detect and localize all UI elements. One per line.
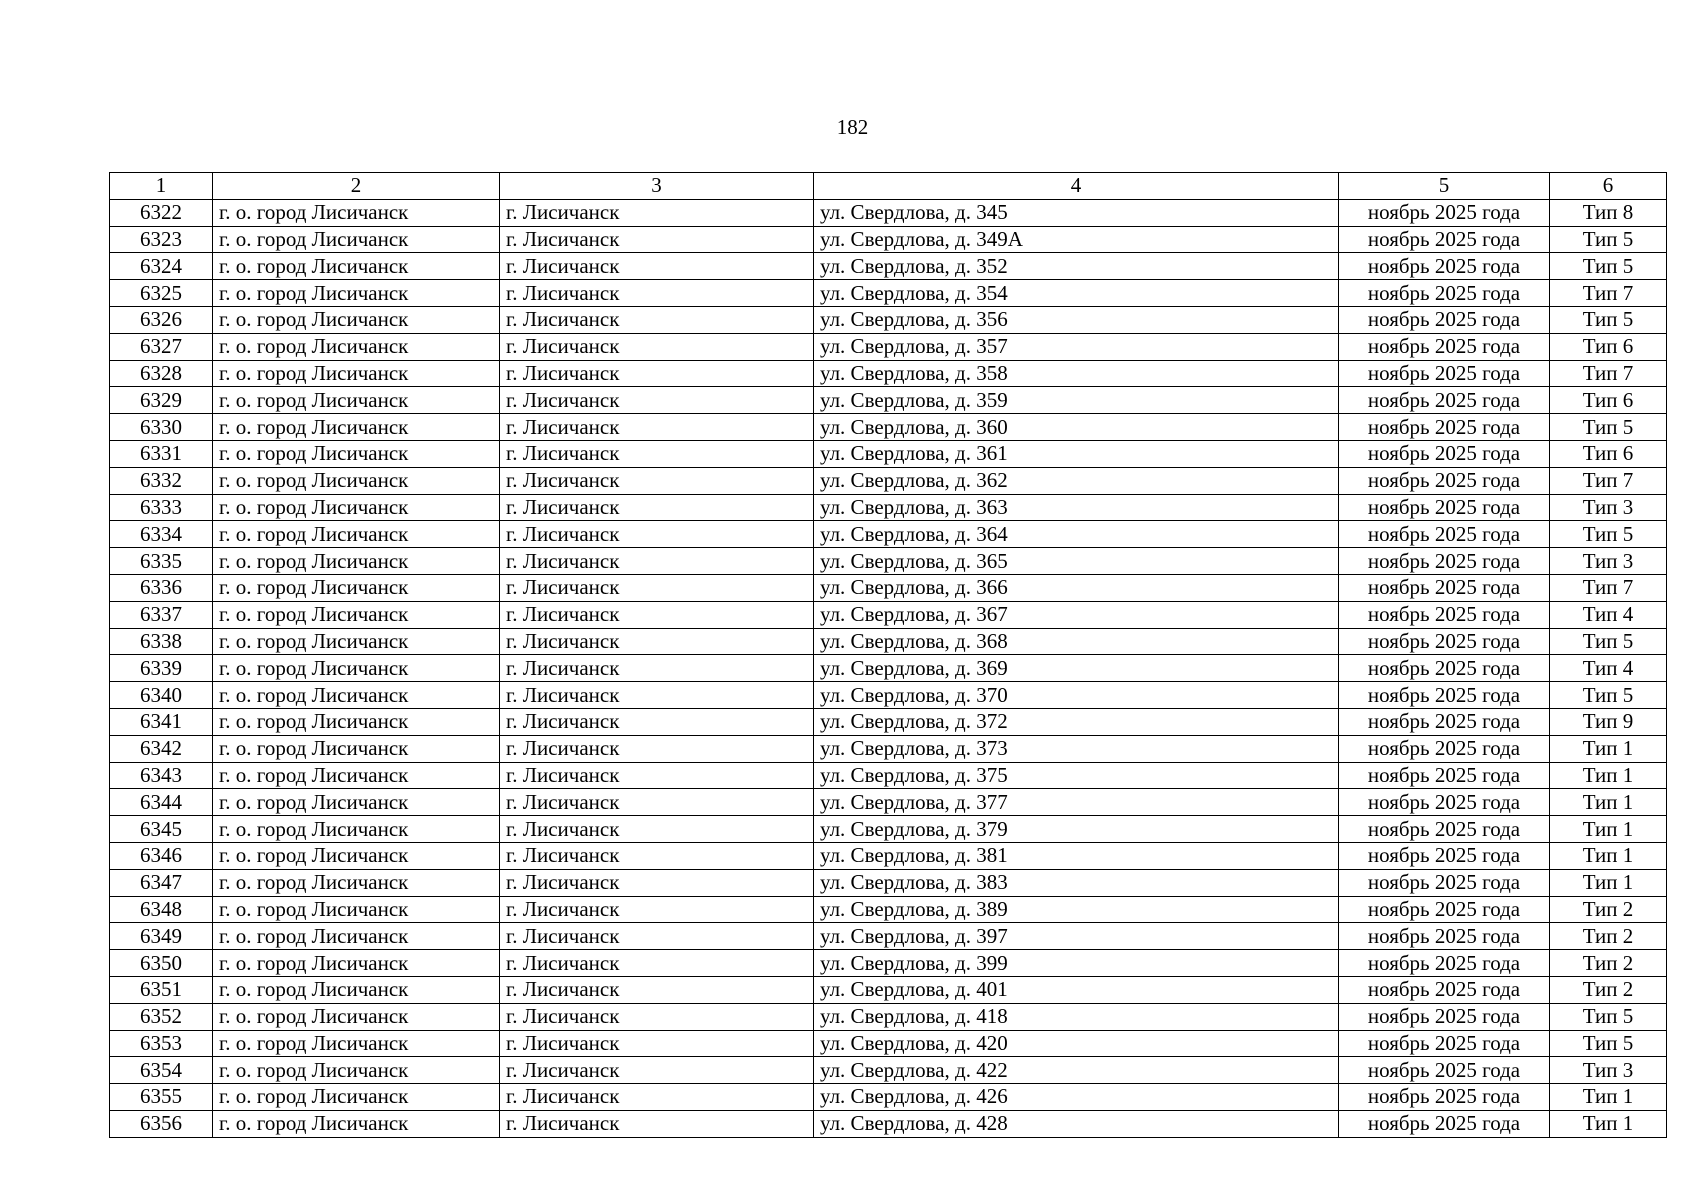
table-row xyxy=(110,574,1667,601)
cell-row-number: 6335 xyxy=(110,548,213,575)
cell-type: Тип 1 xyxy=(1550,869,1667,896)
cell-row-number: 6344 xyxy=(110,789,213,816)
cell-type: Тип 6 xyxy=(1550,333,1667,360)
cell-district: г. о. город Лисичанск xyxy=(213,360,500,387)
cell-locality: г. Лисичанск xyxy=(500,896,814,923)
cell-district: г. о. город Лисичанск xyxy=(213,735,500,762)
cell-date: ноябрь 2025 года xyxy=(1339,440,1550,467)
cell-locality: г. Лисичанск xyxy=(500,1084,814,1111)
cell-district: г. о. город Лисичанск xyxy=(213,414,500,441)
cell-district: г. о. город Лисичанск xyxy=(213,521,500,548)
cell-locality: г. Лисичанск xyxy=(500,708,814,735)
cell-date: ноябрь 2025 года xyxy=(1339,467,1550,494)
table-row xyxy=(110,869,1667,896)
cell-row-number: 6355 xyxy=(110,1084,213,1111)
cell-date: ноябрь 2025 года xyxy=(1339,226,1550,253)
cell-date: ноябрь 2025 года xyxy=(1339,896,1550,923)
cell-date: ноябрь 2025 года xyxy=(1339,1003,1550,1030)
cell-locality: г. Лисичанск xyxy=(500,1003,814,1030)
cell-type: Тип 6 xyxy=(1550,440,1667,467)
cell-date: ноябрь 2025 года xyxy=(1339,253,1550,280)
cell-row-number: 6334 xyxy=(110,521,213,548)
cell-address: ул. Свердлова, д. 363 xyxy=(814,494,1339,521)
column-header-1: 1 xyxy=(110,173,213,200)
cell-district: г. о. город Лисичанск xyxy=(213,601,500,628)
cell-row-number: 6329 xyxy=(110,387,213,414)
cell-address: ул. Свердлова, д. 354 xyxy=(814,280,1339,307)
table-body xyxy=(110,199,1667,1137)
cell-type: Тип 1 xyxy=(1550,735,1667,762)
cell-address: ул. Свердлова, д. 420 xyxy=(814,1030,1339,1057)
table-row xyxy=(110,199,1667,226)
table-row xyxy=(110,414,1667,441)
cell-locality: г. Лисичанск xyxy=(500,923,814,950)
cell-type: Тип 7 xyxy=(1550,467,1667,494)
cell-address: ул. Свердлова, д. 377 xyxy=(814,789,1339,816)
cell-locality: г. Лисичанск xyxy=(500,950,814,977)
cell-locality: г. Лисичанск xyxy=(500,1057,814,1084)
cell-locality: г. Лисичанск xyxy=(500,414,814,441)
cell-type: Тип 4 xyxy=(1550,655,1667,682)
table-row xyxy=(110,976,1667,1003)
cell-locality: г. Лисичанск xyxy=(500,816,814,843)
cell-district: г. о. город Лисичанск xyxy=(213,816,500,843)
cell-date: ноябрь 2025 года xyxy=(1339,1030,1550,1057)
cell-district: г. о. город Лисичанск xyxy=(213,494,500,521)
cell-address: ул. Свердлова, д. 352 xyxy=(814,253,1339,280)
cell-address: ул. Свердлова, д. 361 xyxy=(814,440,1339,467)
cell-type: Тип 7 xyxy=(1550,574,1667,601)
cell-locality: г. Лисичанск xyxy=(500,440,814,467)
cell-address: ул. Свердлова, д. 375 xyxy=(814,762,1339,789)
cell-locality: г. Лисичанск xyxy=(500,976,814,1003)
cell-row-number: 6348 xyxy=(110,896,213,923)
table-row xyxy=(110,440,1667,467)
cell-locality: г. Лисичанск xyxy=(500,842,814,869)
cell-address: ул. Свердлова, д. 364 xyxy=(814,521,1339,548)
cell-date: ноябрь 2025 года xyxy=(1339,735,1550,762)
table-row xyxy=(110,253,1667,280)
cell-date: ноябрь 2025 года xyxy=(1339,628,1550,655)
cell-row-number: 6328 xyxy=(110,360,213,387)
cell-type: Тип 5 xyxy=(1550,414,1667,441)
cell-address: ул. Свердлова, д. 345 xyxy=(814,199,1339,226)
cell-district: г. о. город Лисичанск xyxy=(213,628,500,655)
table-row xyxy=(110,708,1667,735)
cell-locality: г. Лисичанск xyxy=(500,601,814,628)
cell-district: г. о. город Лисичанск xyxy=(213,896,500,923)
cell-district: г. о. город Лисичанск xyxy=(213,789,500,816)
cell-locality: г. Лисичанск xyxy=(500,253,814,280)
cell-date: ноябрь 2025 года xyxy=(1339,950,1550,977)
cell-type: Тип 9 xyxy=(1550,708,1667,735)
cell-locality: г. Лисичанск xyxy=(500,306,814,333)
cell-locality: г. Лисичанск xyxy=(500,735,814,762)
cell-date: ноябрь 2025 года xyxy=(1339,1057,1550,1084)
cell-date: ноябрь 2025 года xyxy=(1339,789,1550,816)
cell-locality: г. Лисичанск xyxy=(500,521,814,548)
cell-type: Тип 5 xyxy=(1550,1030,1667,1057)
cell-address: ул. Свердлова, д. 397 xyxy=(814,923,1339,950)
cell-row-number: 6331 xyxy=(110,440,213,467)
table-row xyxy=(110,280,1667,307)
cell-address: ул. Свердлова, д. 360 xyxy=(814,414,1339,441)
cell-address: ул. Свердлова, д. 426 xyxy=(814,1084,1339,1111)
cell-district: г. о. город Лисичанск xyxy=(213,1057,500,1084)
table-row xyxy=(110,1057,1667,1084)
cell-date: ноябрь 2025 года xyxy=(1339,521,1550,548)
cell-row-number: 6323 xyxy=(110,226,213,253)
table-row xyxy=(110,762,1667,789)
cell-district: г. о. город Лисичанск xyxy=(213,440,500,467)
cell-address: ул. Свердлова, д. 389 xyxy=(814,896,1339,923)
cell-locality: г. Лисичанск xyxy=(500,682,814,709)
cell-address: ул. Свердлова, д. 379 xyxy=(814,816,1339,843)
cell-district: г. о. город Лисичанск xyxy=(213,467,500,494)
cell-date: ноябрь 2025 года xyxy=(1339,1084,1550,1111)
cell-type: Тип 5 xyxy=(1550,226,1667,253)
cell-address: ул. Свердлова, д. 418 xyxy=(814,1003,1339,1030)
cell-district: г. о. город Лисичанск xyxy=(213,950,500,977)
cell-type: Тип 5 xyxy=(1550,628,1667,655)
cell-type: Тип 1 xyxy=(1550,842,1667,869)
cell-district: г. о. город Лисичанск xyxy=(213,869,500,896)
cell-row-number: 6345 xyxy=(110,816,213,843)
cell-type: Тип 1 xyxy=(1550,1110,1667,1137)
cell-district: г. о. город Лисичанск xyxy=(213,306,500,333)
cell-date: ноябрь 2025 года xyxy=(1339,360,1550,387)
cell-address: ул. Свердлова, д. 422 xyxy=(814,1057,1339,1084)
cell-date: ноябрь 2025 года xyxy=(1339,842,1550,869)
column-header-6: 6 xyxy=(1550,173,1667,200)
cell-locality: г. Лисичанск xyxy=(500,869,814,896)
cell-address: ул. Свердлова, д. 368 xyxy=(814,628,1339,655)
cell-type: Тип 7 xyxy=(1550,360,1667,387)
table-row xyxy=(110,548,1667,575)
cell-date: ноябрь 2025 года xyxy=(1339,548,1550,575)
cell-row-number: 6333 xyxy=(110,494,213,521)
cell-district: г. о. город Лисичанск xyxy=(213,682,500,709)
cell-row-number: 6346 xyxy=(110,842,213,869)
cell-locality: г. Лисичанск xyxy=(500,467,814,494)
table-row xyxy=(110,1110,1667,1137)
table-row xyxy=(110,816,1667,843)
cell-date: ноябрь 2025 года xyxy=(1339,199,1550,226)
cell-type: Тип 2 xyxy=(1550,923,1667,950)
cell-date: ноябрь 2025 года xyxy=(1339,280,1550,307)
cell-locality: г. Лисичанск xyxy=(500,655,814,682)
cell-date: ноябрь 2025 года xyxy=(1339,762,1550,789)
cell-date: ноябрь 2025 года xyxy=(1339,682,1550,709)
cell-row-number: 6342 xyxy=(110,735,213,762)
table-row xyxy=(110,655,1667,682)
cell-address: ул. Свердлова, д. 349А xyxy=(814,226,1339,253)
cell-address: ул. Свердлова, д. 357 xyxy=(814,333,1339,360)
cell-locality: г. Лисичанск xyxy=(500,333,814,360)
cell-locality: г. Лисичанск xyxy=(500,494,814,521)
cell-row-number: 6340 xyxy=(110,682,213,709)
cell-row-number: 6332 xyxy=(110,467,213,494)
cell-row-number: 6338 xyxy=(110,628,213,655)
cell-row-number: 6347 xyxy=(110,869,213,896)
cell-row-number: 6337 xyxy=(110,601,213,628)
cell-row-number: 6327 xyxy=(110,333,213,360)
cell-row-number: 6350 xyxy=(110,950,213,977)
cell-date: ноябрь 2025 года xyxy=(1339,601,1550,628)
cell-locality: г. Лисичанск xyxy=(500,387,814,414)
cell-district: г. о. город Лисичанск xyxy=(213,199,500,226)
cell-date: ноябрь 2025 года xyxy=(1339,494,1550,521)
cell-date: ноябрь 2025 года xyxy=(1339,655,1550,682)
cell-locality: г. Лисичанск xyxy=(500,548,814,575)
header-row xyxy=(110,173,1667,200)
cell-type: Тип 5 xyxy=(1550,253,1667,280)
table-row xyxy=(110,1084,1667,1111)
table-row xyxy=(110,628,1667,655)
cell-date: ноябрь 2025 года xyxy=(1339,869,1550,896)
table-row xyxy=(110,467,1667,494)
cell-address: ул. Свердлова, д. 370 xyxy=(814,682,1339,709)
cell-date: ноябрь 2025 года xyxy=(1339,708,1550,735)
cell-address: ул. Свердлова, д. 401 xyxy=(814,976,1339,1003)
cell-district: г. о. город Лисичанск xyxy=(213,1030,500,1057)
cell-district: г. о. город Лисичанск xyxy=(213,842,500,869)
table-row xyxy=(110,789,1667,816)
cell-type: Тип 4 xyxy=(1550,601,1667,628)
cell-address: ул. Свердлова, д. 373 xyxy=(814,735,1339,762)
cell-date: ноябрь 2025 года xyxy=(1339,1110,1550,1137)
cell-address: ул. Свердлова, д. 381 xyxy=(814,842,1339,869)
table-row xyxy=(110,521,1667,548)
cell-type: Тип 1 xyxy=(1550,762,1667,789)
table-row xyxy=(110,387,1667,414)
cell-district: г. о. город Лисичанск xyxy=(213,253,500,280)
cell-type: Тип 5 xyxy=(1550,682,1667,709)
cell-district: г. о. город Лисичанск xyxy=(213,226,500,253)
cell-row-number: 6349 xyxy=(110,923,213,950)
cell-type: Тип 1 xyxy=(1550,816,1667,843)
column-header-4: 4 xyxy=(814,173,1339,200)
cell-row-number: 6351 xyxy=(110,976,213,1003)
cell-row-number: 6354 xyxy=(110,1057,213,1084)
cell-row-number: 6330 xyxy=(110,414,213,441)
cell-type: Тип 6 xyxy=(1550,387,1667,414)
cell-district: г. о. город Лисичанск xyxy=(213,280,500,307)
cell-address: ул. Свердлова, д. 356 xyxy=(814,306,1339,333)
cell-row-number: 6336 xyxy=(110,574,213,601)
cell-address: ул. Свердлова, д. 366 xyxy=(814,574,1339,601)
table-row xyxy=(110,226,1667,253)
column-header-5: 5 xyxy=(1339,173,1550,200)
cell-district: г. о. город Лисичанск xyxy=(213,1110,500,1137)
cell-district: г. о. город Лисичанск xyxy=(213,548,500,575)
cell-locality: г. Лисичанск xyxy=(500,1110,814,1137)
column-header-2: 2 xyxy=(213,173,500,200)
cell-district: г. о. город Лисичанск xyxy=(213,387,500,414)
cell-type: Тип 5 xyxy=(1550,521,1667,548)
cell-address: ул. Свердлова, д. 367 xyxy=(814,601,1339,628)
table-row xyxy=(110,923,1667,950)
cell-type: Тип 5 xyxy=(1550,1003,1667,1030)
cell-date: ноябрь 2025 года xyxy=(1339,923,1550,950)
cell-type: Тип 1 xyxy=(1550,789,1667,816)
cell-district: г. о. город Лисичанск xyxy=(213,976,500,1003)
cell-type: Тип 2 xyxy=(1550,896,1667,923)
cell-type: Тип 8 xyxy=(1550,199,1667,226)
cell-address: ул. Свердлова, д. 369 xyxy=(814,655,1339,682)
address-table xyxy=(109,172,1667,1138)
cell-date: ноябрь 2025 года xyxy=(1339,414,1550,441)
cell-district: г. о. город Лисичанск xyxy=(213,923,500,950)
cell-district: г. о. город Лисичанск xyxy=(213,708,500,735)
cell-address: ул. Свердлова, д. 399 xyxy=(814,950,1339,977)
cell-date: ноябрь 2025 года xyxy=(1339,574,1550,601)
cell-type: Тип 2 xyxy=(1550,950,1667,977)
cell-locality: г. Лисичанск xyxy=(500,199,814,226)
cell-row-number: 6339 xyxy=(110,655,213,682)
cell-district: г. о. город Лисичанск xyxy=(213,574,500,601)
table-row xyxy=(110,842,1667,869)
cell-row-number: 6325 xyxy=(110,280,213,307)
cell-row-number: 6324 xyxy=(110,253,213,280)
cell-locality: г. Лисичанск xyxy=(500,280,814,307)
table-row xyxy=(110,306,1667,333)
cell-date: ноябрь 2025 года xyxy=(1339,387,1550,414)
cell-row-number: 6341 xyxy=(110,708,213,735)
cell-district: г. о. город Лисичанск xyxy=(213,655,500,682)
table-row xyxy=(110,682,1667,709)
cell-type: Тип 3 xyxy=(1550,494,1667,521)
table-row xyxy=(110,735,1667,762)
cell-locality: г. Лисичанск xyxy=(500,762,814,789)
cell-row-number: 6343 xyxy=(110,762,213,789)
cell-locality: г. Лисичанск xyxy=(500,360,814,387)
cell-locality: г. Лисичанск xyxy=(500,574,814,601)
cell-row-number: 6353 xyxy=(110,1030,213,1057)
cell-district: г. о. город Лисичанск xyxy=(213,1003,500,1030)
cell-row-number: 6322 xyxy=(110,199,213,226)
cell-locality: г. Лисичанск xyxy=(500,628,814,655)
table-row xyxy=(110,1030,1667,1057)
table-row xyxy=(110,333,1667,360)
table-row xyxy=(110,601,1667,628)
cell-row-number: 6326 xyxy=(110,306,213,333)
cell-district: г. о. город Лисичанск xyxy=(213,333,500,360)
cell-type: Тип 1 xyxy=(1550,1084,1667,1111)
cell-address: ул. Свердлова, д. 372 xyxy=(814,708,1339,735)
cell-address: ул. Свердлова, д. 358 xyxy=(814,360,1339,387)
cell-district: г. о. город Лисичанск xyxy=(213,1084,500,1111)
cell-address: ул. Свердлова, д. 383 xyxy=(814,869,1339,896)
cell-locality: г. Лисичанск xyxy=(500,226,814,253)
cell-address: ул. Свердлова, д. 365 xyxy=(814,548,1339,575)
table-row xyxy=(110,360,1667,387)
table-row xyxy=(110,494,1667,521)
table-row xyxy=(110,950,1667,977)
column-header-3: 3 xyxy=(500,173,814,200)
cell-district: г. о. город Лисичанск xyxy=(213,762,500,789)
cell-address: ул. Свердлова, д. 362 xyxy=(814,467,1339,494)
cell-locality: г. Лисичанск xyxy=(500,1030,814,1057)
cell-type: Тип 5 xyxy=(1550,306,1667,333)
cell-type: Тип 7 xyxy=(1550,280,1667,307)
cell-row-number: 6352 xyxy=(110,1003,213,1030)
page-number: 182 xyxy=(836,115,869,139)
cell-locality: г. Лисичанск xyxy=(500,789,814,816)
cell-date: ноябрь 2025 года xyxy=(1339,306,1550,333)
table-header xyxy=(110,173,1667,200)
table-row xyxy=(110,1003,1667,1030)
cell-type: Тип 2 xyxy=(1550,976,1667,1003)
table-row xyxy=(110,896,1667,923)
cell-type: Тип 3 xyxy=(1550,1057,1667,1084)
cell-date: ноябрь 2025 года xyxy=(1339,976,1550,1003)
cell-date: ноябрь 2025 года xyxy=(1339,816,1550,843)
cell-date: ноябрь 2025 года xyxy=(1339,333,1550,360)
cell-address: ул. Свердлова, д. 359 xyxy=(814,387,1339,414)
cell-type: Тип 3 xyxy=(1550,548,1667,575)
cell-row-number: 6356 xyxy=(110,1110,213,1137)
cell-address: ул. Свердлова, д. 428 xyxy=(814,1110,1339,1137)
